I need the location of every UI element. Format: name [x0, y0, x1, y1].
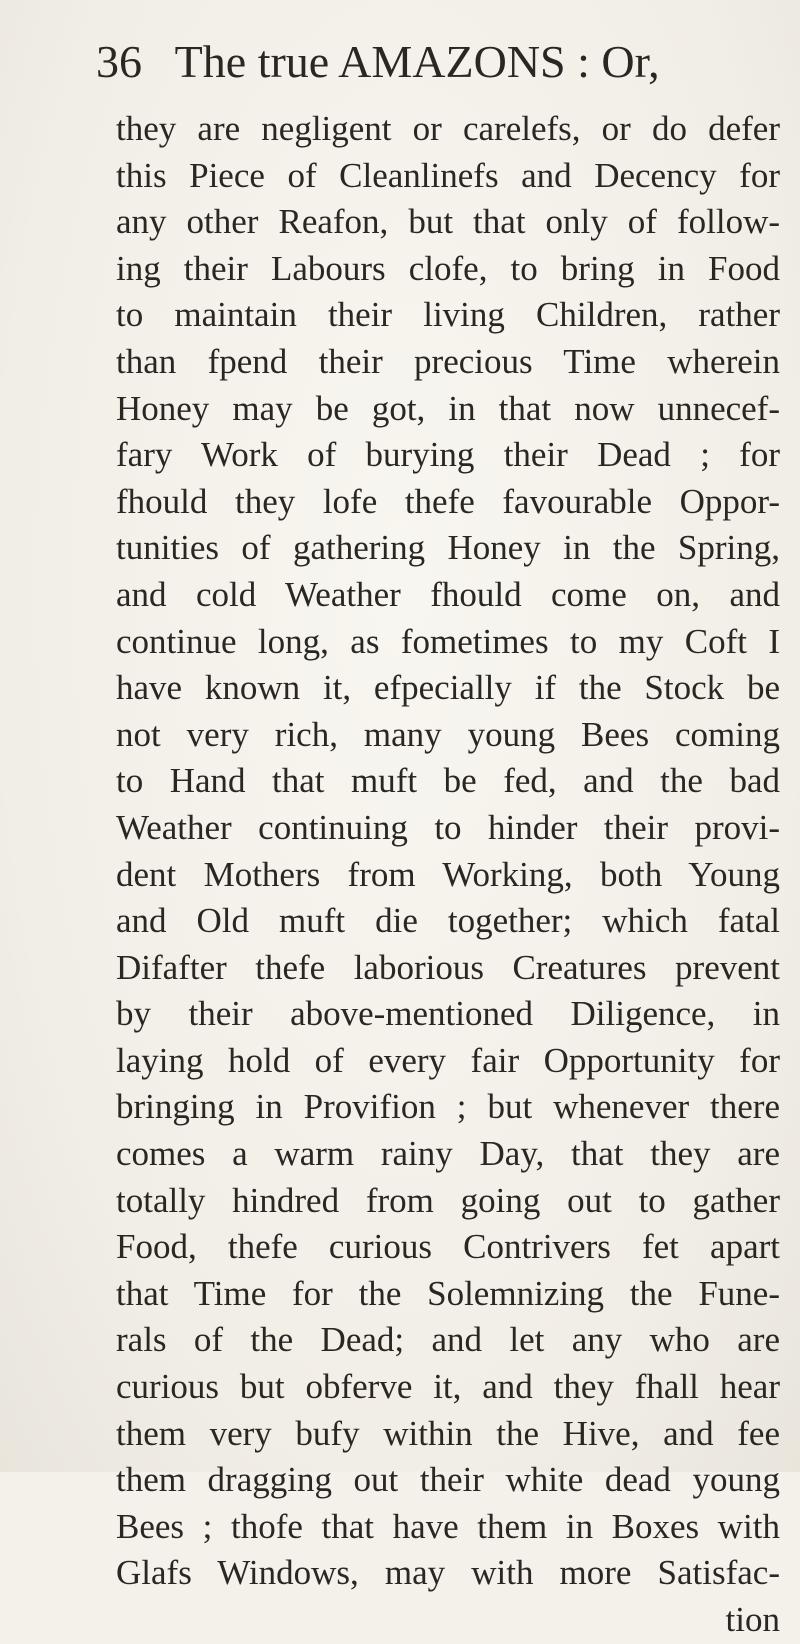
text-line: Glafs Windows, may with more Satisfac-: [116, 1553, 780, 1593]
text-line: Difafter thefe laborious Creatures prevent: [116, 947, 780, 987]
text-line: to Hand that muft be fed, and the bad: [116, 761, 780, 801]
text-line: ing their Labours clofe, to bring in Food: [116, 248, 780, 288]
text-line: rals of the Dead; and let any who are: [116, 1320, 780, 1360]
text-line: them very bufy within the Hive, and fee: [116, 1413, 780, 1453]
text-line: and cold Weather fhould come on, and: [116, 574, 780, 614]
text-line: Food, thefe curious Contrivers fet apart: [116, 1227, 780, 1267]
text-line: comes a warm rainy Day, that they are: [116, 1134, 780, 1174]
page-number: 36: [96, 36, 142, 87]
text-line: and Old muft die together; which fatal: [116, 901, 780, 941]
text-line: this Piece of Cleanlinefs and Decency for: [116, 155, 780, 195]
text-line: that Time for the Solemnizing the Fune-: [116, 1273, 780, 1313]
text-line: than fpend their precious Time wherein: [116, 341, 780, 381]
text-line: continue long, as fometimes to my Coft I: [116, 621, 780, 661]
text-line: not very rich, many young Bees coming: [116, 714, 780, 754]
text-line: any other Reafon, but that only of follow-: [116, 202, 780, 242]
catchword: tion: [725, 1600, 780, 1639]
text-line: have known it, efpecially if the Stock be: [116, 668, 780, 708]
text-line: Honey may be got, in that now unnecef-: [116, 388, 780, 428]
text-line: them dragging out their white dead young: [116, 1460, 780, 1500]
text-line: Bees ; thofe that have them in Boxes with: [116, 1506, 780, 1546]
body-text: [116, 106, 780, 1644]
text-line: fhould they lofe thefe favourable Oppor-: [116, 481, 780, 521]
running-title: The true AMAZONS : Or,: [174, 36, 660, 87]
page-header: [96, 34, 660, 90]
text-line: fary Work of burying their Dead ; for: [116, 435, 780, 475]
text-line: curious but obferve it, and they fhall hear: [116, 1367, 780, 1407]
text-line: dent Mothers from Working, both Young: [116, 854, 780, 894]
text-line: to maintain their living Children, rather: [116, 295, 780, 335]
text-line: totally hindred from going out to gather: [116, 1180, 780, 1220]
text-line: Weather continuing to hinder their provi-: [116, 807, 780, 847]
text-line: by their above-mentioned Diligence, in: [116, 994, 780, 1034]
text-line: they are negligent or carelefs, or do defer: [116, 109, 780, 148]
text-line: tunities of gathering Honey in the Spring,: [116, 528, 780, 568]
text-line: bringing in Provifion ; but whenever there: [116, 1087, 780, 1127]
text-line: laying hold of every fair Opportunity for: [116, 1040, 780, 1080]
